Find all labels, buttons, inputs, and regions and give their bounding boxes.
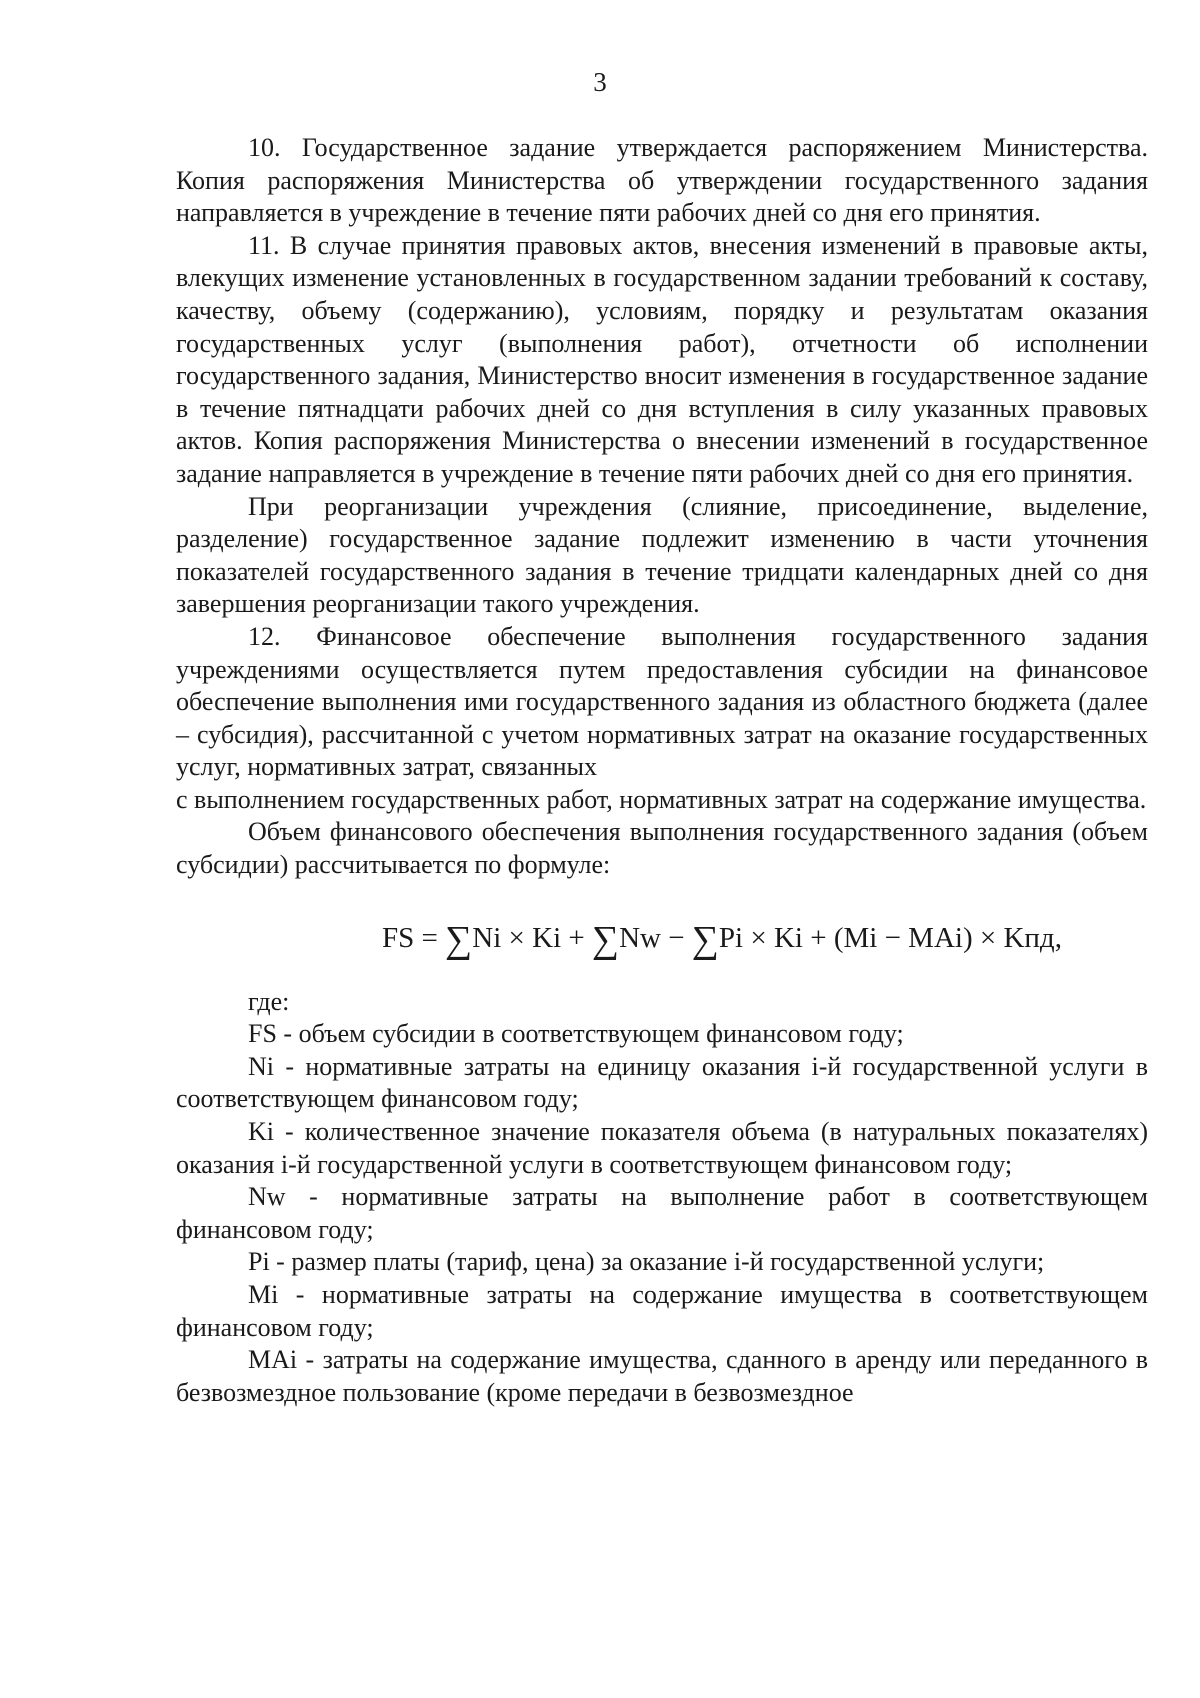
formula-term-3: Pi × Ki + (Mi − MAi) × Kпд, [718,921,1062,954]
definition-nw: Nw - нормативные затраты на выполнение работ в соответствующем финансовом году; [176,1182,1148,1244]
paragraph-12-continued: с выполнением государственных работ, нормативных затрат на содержание имущества. [176,784,1147,814]
sum-symbol: ∑ [445,918,473,961]
formula-lhs: FS = [382,921,438,954]
definition-fs: FS - объем субсидии в соответствующем финансовом году; [248,1019,904,1049]
sum-symbol: ∑ [591,918,620,961]
sum-symbol: ∑ [691,918,719,961]
paragraph-reorganization: При реорганизации учреждения (слияние, присоединение, выделение, разделение) государственное задание подлежит изменению в части уточнения показателей государственного задания в течение тридцати календарных дней со дня завершения реорганизации такого учреждения. [176,491,1148,619]
paragraph-11: 11. В случае принятия правовых актов, внесения изменений в правовые акты, влекущих изменение установленных в государственном задании требований к составу, качеству, объему (содержанию), условиям, порядку и результатам оказания государственных услуг (выполнения работ), отчетности об исполнении государственного задания, Министерство вносит изменения в государственное задание в течение пятнадцати рабочих дней со дня вступления в силу указанных правовых актов. Копия распоряжения Министерства о внесении изменений в государственное задание направляется в учреждение в течение пяти рабочих дней со дня его принятия. [176,230,1148,488]
definition-pi: Pi - размер платы (тариф, цена) за оказание i-й государственной услуги; [248,1247,1045,1277]
definition-mai: MAi - затраты на содержание имущества, сданного в аренду или переданного в безвозмездное пользование (кроме передачи в безвозмездное [176,1345,1148,1407]
paragraph-12: 12. Финансовое обеспечение выполнения государственного задания учреждениями осуществляется путем предоставления субсидии на финансовое обеспечение выполнения ими государственного задания из областного бюджета (далее – субсидия), рассчитанной с учетом нормативных затрат на оказание государственных услуг, нормативных затрат, связанных [176,621,1148,782]
paragraph-subsidy-volume: Объем финансового обеспечения выполнения государственного задания (объем субсидии) рассчитывается по формуле: [176,817,1148,880]
definition-ki: Ki - количественное значение показателя объема (в натуральных показателях) оказания i-й государственной услуги в соответствующем финансовом году; [176,1117,1148,1179]
document-body [176,132,1148,1409]
formula-term-1: Ni × Ki + [472,921,585,954]
definition-mi: Mi - нормативные затраты на содержание имущества в соответствующем финансовом году; [176,1280,1148,1342]
page-number: 3 [593,67,607,97]
subsidy-formula [176,918,1148,961]
formula-term-2: Nw − [619,921,685,954]
paragraph-10: 10. Государственное задание утверждается распоряжением Министерства. Копия распоряжения Министерства об утверждении государственного задания направляется в учреждение в течение пяти рабочих дней со дня его принятия. [176,133,1148,228]
definition-ni: Ni - нормативные затраты на единицу оказания i-й государственной услуги в соответствующем финансовом году; [176,1051,1148,1114]
where-label: где: [248,986,290,1016]
